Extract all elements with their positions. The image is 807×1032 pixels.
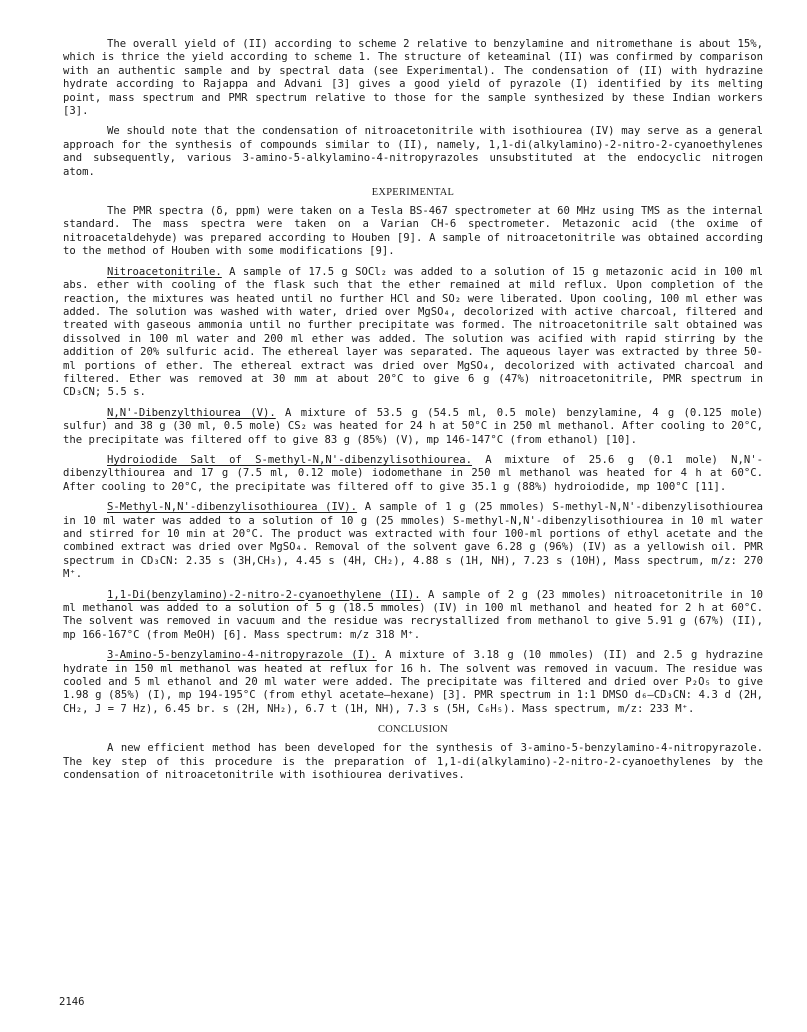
procedure-hydroiodide-salt: [63, 454, 763, 494]
procedure-dibenzylthiourea: [63, 407, 763, 447]
page-body: [63, 38, 763, 783]
procedure-title: Nitroacetonitrile.: [107, 265, 222, 278]
procedure-body: A mixture of 3.18 g (10 mmoles) (II) and 2.5 g hydrazine hydrate in 150 ml methanol was heated at reflux for 16 h. The solvent was removed in vacuum. The residue was cooled and 5 ml ethanol and 20 ml water were added. The precipitate was filtered and dried over P₂O₅ to give 1.98 g (85%) (I), mp 194-195°C (from ethyl acetate—hexane) [3]. PMR spectrum in 1:1 DMSO d₆—CD₃CN: 4.3 d (2H, CH₂, J = 7 Hz), 6.45 br. s (2H, NH₂), 6.7 t (1H, NH), 7.3 s (5H, C₆H₅). Mass spectrum, m/z: 233 M⁺.: [63, 649, 763, 715]
procedure-title: N,N'-Dibenzylthiourea (V).: [107, 406, 276, 419]
procedure-title: Hydroiodide Salt of S-methyl-N,N'-dibenzylisothiourea.: [107, 453, 473, 466]
procedure-nitroacetonitrile: [63, 266, 763, 400]
procedure-body: A mixture of 25.6 g (0.1 mole) N,N'-dibenzylthiourea and 17 g (7.5 ml, 0.12 mole) iodomethane in 250 ml methanol was heated for 4 h at 60°C. After cooling to 20°C, the precipitate was filtered off to give 35.1 g (88%) hydroiodide, mp 100°C [11].: [63, 453, 763, 493]
conclusion-paragraph: A new efficient method has been developed for the synthesis of 3-amino-5-benzylamino-4-nitropyrazole. The key step of this procedure is the preparation of 1,1-di(alkylamino)-2-nitro-2-cyanoethylenes by the condensation of nitroacetonitrile with isothiourea derivatives.: [63, 742, 763, 782]
experimental-intro-paragraph: The PMR spectra (δ, ppm) were taken on a Tesla BS-467 spectrometer at 60 MHz using TMS as the internal standard. The mass spectra were taken on a Varian CH-6 spectrometer. Metazonic acid (the oxime of nitroacetaldehyde) was prepared according to Houben [9]. A sample of nitroacetonitrile was obtained according to the method of Houben with some modifications [9].: [63, 205, 763, 258]
procedure-methyl-isothiourea: [63, 501, 763, 581]
procedure-title: S-Methyl-N,N'-dibenzylisothiourea (IV).: [107, 501, 358, 514]
procedure-cyanoethylene: [63, 589, 763, 643]
procedure-nitropyrazole: [63, 649, 763, 716]
procedure-title: 1,1-Di(benzylamino)-2-nitro-2-cyanoethylene (II).: [107, 588, 421, 601]
procedure-body: A sample of 17.5 g SOCl₂ was added to a solution of 15 g metazonic acid in 100 ml abs. ether with cooling of the flask such that the ether remained at mild reflux. Upon completion of the reaction, the mixtures was heated until no further HCl and SO₂ were liberated. Upon cooling, 100 ml ether was added. The solution was washed with water, dried over MgSO₄, decolorized with active charcoal, filtered and treated with gaseous ammonia until no further precipitate was formed. The nitroacetonitrile salt obtained was dissolved in 100 ml water and 200 ml ether was added. The solution was acified with rapid stirring by the addition of 20% sulfuric acid. The ethereal layer was separated. The aqueous layer was extracted by three 50-ml portions of ether. The ethereal extract was dried over MgSO₄, decolorized with activated charcoal and filtered. Ether was removed at 30 mm at about 20°C to give 6 g (47%) nitroacetonitrile, PMR spectrum in CD₃CN; 5.5 s.: [63, 265, 763, 399]
procedure-title: 3-Amino-5-benzylamino-4-nitropyrazole (I).: [107, 649, 377, 662]
page-number: 2146: [59, 996, 85, 1008]
intro-paragraph-1: The overall yield of (II) according to scheme 2 relative to benzylamine and nitromethane is about 15%, which is thrice the yield according to scheme 1. The structure of keteaminal (II) was confirmed by comparison with an authentic sample and by spectral data (see Experimental). The condensation of (II) with hydrazine hydrate according to Rajappa and Advani [3] gives a good yield of pyrazole (I) identified by its melting point, mass spectrum and PMR spectrum relative to those for the sample synthesized by these Indian workers [3].: [63, 38, 763, 118]
intro-paragraph-2: We should note that the condensation of nitroacetonitrile with isothiourea (IV) may serve as a general approach for the synthesis of compounds similar to (II), namely, 1,1-di(alkylamino)-2-nitro-2-cyanoethylenes and subsequently, various 3-amino-5-alkylamino-4-nitropyrazoles unsubstituted at the endocyclic nitrogen atom.: [63, 125, 763, 178]
procedure-body: A sample of 2 g (23 mmoles) nitroacetonitrile in 10 ml methanol was added to a solution of 5 g (18.5 mmoles) (IV) in 100 ml methanol and heated for 2 h at 60°C. The solvent was removed in vacuum and the residue was recrystallized from methanol to give 5.91 g (67%) (II), mp 166-167°C (from MeOH) [6]. Mass spectrum: m/z 318 M⁺.: [63, 588, 764, 641]
experimental-heading: EXPERIMENTAL: [371, 187, 455, 199]
procedure-body: A sample of 1 g (25 mmoles) S-methyl-N,N'-dibenzylisothiourea in 10 ml water was added to a solution of 10 g (25 mmoles) S-methyl-N,N'-dibenzylisothiourea in 10 ml water and stirred for 10 min at 20°C. The product was extracted with four 100-ml portions of ethyl acetate and the combined extract was dried over MgSO₄. Removal of the solvent gave 6.28 g (96%) (IV) as a yellowish oil. PMR spectrum in CD₃CN: 2.35 s (3H,CH₃), 4.45 s (4H, CH₂), 4.88 s (1H, NH), 7.23 s (10H), Mass spectrum, m/z: 270 M⁺.: [63, 501, 763, 581]
procedure-body: A mixture of 53.5 g (54.5 ml, 0.5 mole) benzylamine, 4 g (0.125 mole) sulfur) and 38 g (30 ml, 0.5 mole) CS₂ was heated for 24 h at 50°C in 250 ml methanol. After cooling to 20°C, the precipitate was filtered off to give 83 g (85%) (V), mp 146-147°C (from ethanol) [10].: [63, 406, 763, 446]
conclusion-heading: CONCLUSION: [378, 724, 448, 736]
